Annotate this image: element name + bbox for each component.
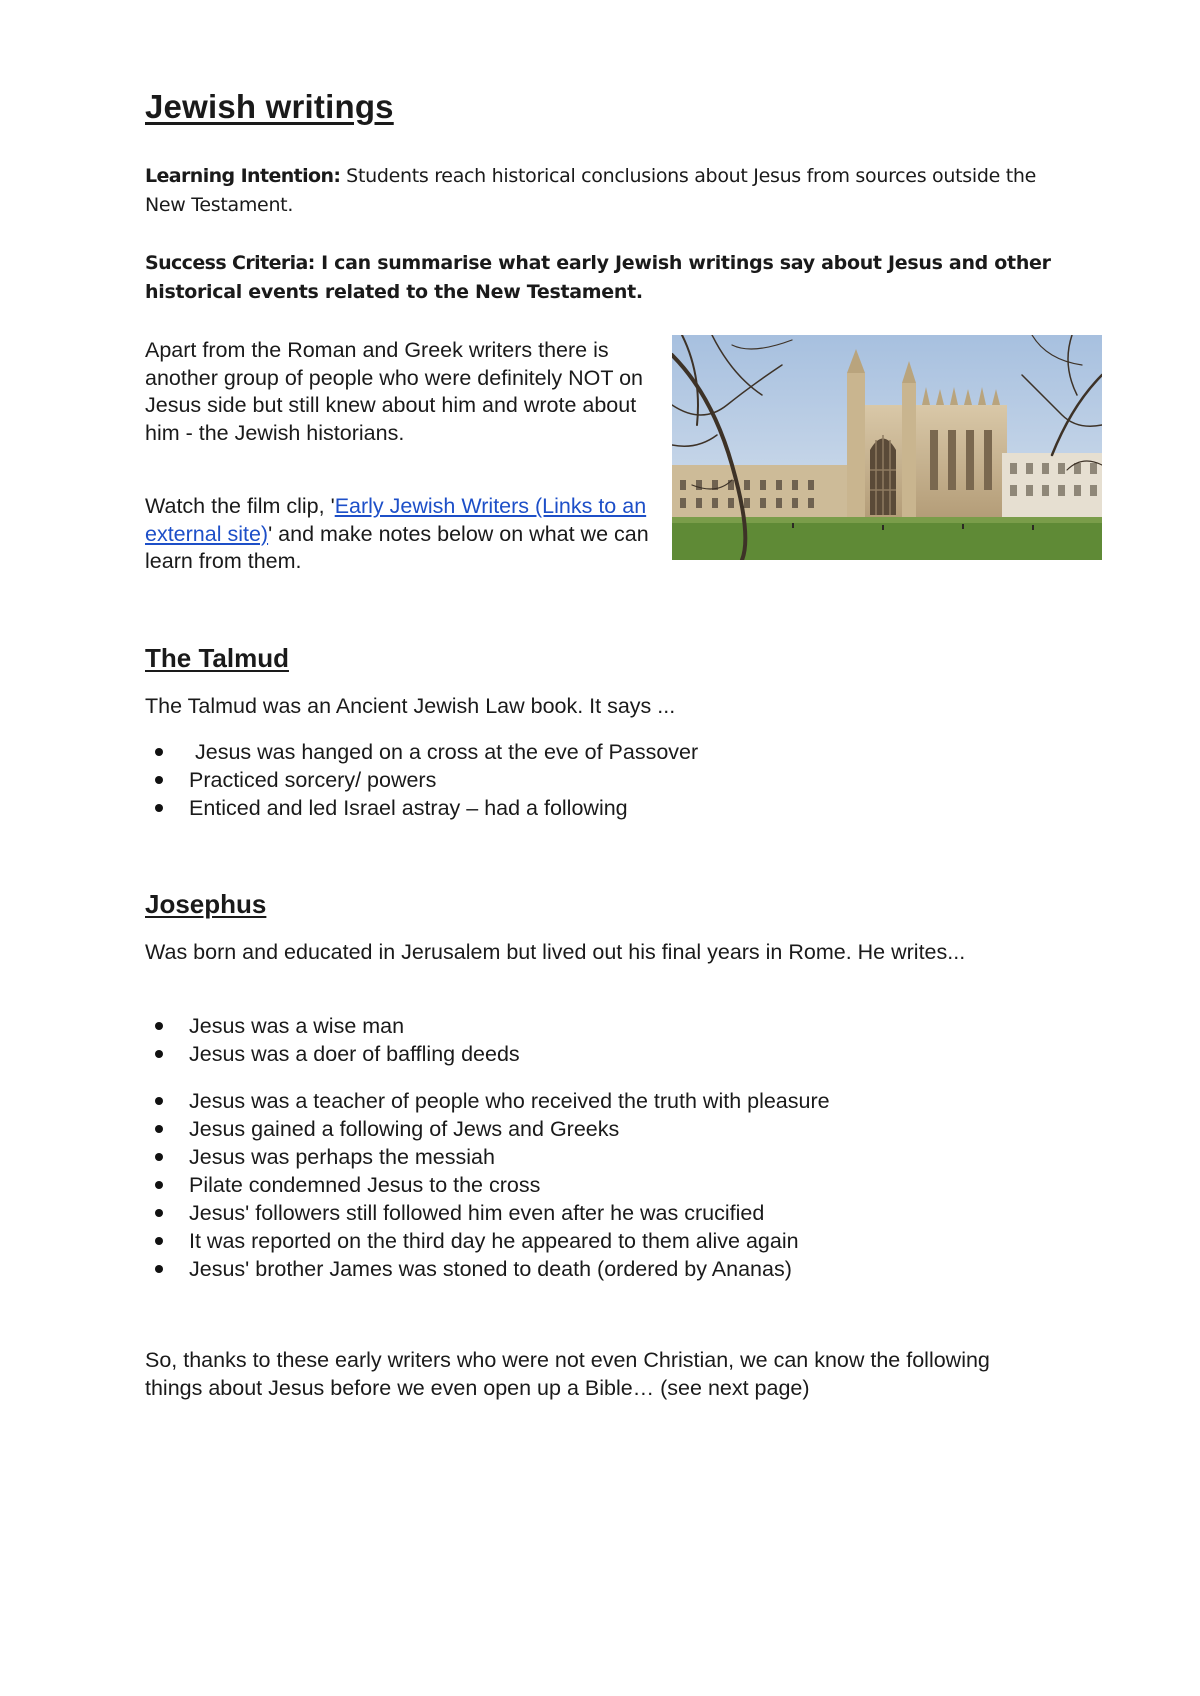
list-item: Jesus was hanged on a cross at the eve of Passover — [145, 738, 698, 766]
bullet-icon — [155, 1097, 163, 1105]
film-clip-text-after: ' and make notes below on what we can learn from them. — [145, 521, 649, 573]
list-item: Jesus' followers still followed him even after he was crucified — [145, 1199, 830, 1227]
bullet-icon — [155, 1265, 163, 1273]
intro-paragraph: Apart from the Roman and Greek writers there is another group of people who were definitely NOT on Jesus side but still knew about him and wrote about him - the Jewish historians. — [145, 338, 643, 445]
film-clip-paragraph — [145, 493, 665, 576]
college-chapel-photo — [672, 335, 1102, 560]
bullet-icon — [155, 1022, 163, 1030]
list-item: Practiced sorcery/ powers — [145, 766, 698, 794]
success-criteria-text: I can summarise what early Jewish writings say about Jesus and other historical events related to the New Testament. — [145, 252, 1051, 303]
bullet-icon — [155, 1125, 163, 1133]
learning-intention-text: Students reach historical conclusions about Jesus from sources outside the New Testament. — [145, 165, 1037, 216]
success-criteria — [145, 249, 1065, 307]
chapel-illustration — [672, 335, 1102, 560]
learning-intention — [145, 162, 1065, 220]
list-item: Jesus was a doer of baffling deeds — [145, 1040, 520, 1068]
early-jewish-writers-link[interactable]: Early Jewish Writers (Links to an external site) — [145, 494, 647, 546]
intro-text — [145, 337, 665, 576]
film-clip-text-before: Watch the film clip, ' — [145, 494, 335, 518]
page-title: Jewish writings — [145, 88, 394, 125]
learning-intention-label: Learning Intention: — [145, 165, 341, 187]
list-item: Pilate condemned Jesus to the cross — [145, 1171, 830, 1199]
list-item: Jesus was a teacher of people who received the truth with pleasure — [145, 1087, 830, 1115]
bullet-icon — [155, 1181, 163, 1189]
list-item: Jesus' brother James was stoned to death (ordered by Ananas) — [145, 1255, 830, 1283]
bullet-icon — [155, 1050, 163, 1058]
josephus-points-list-continued — [145, 1087, 830, 1283]
bullet-icon — [155, 776, 163, 784]
talmud-points-list — [145, 738, 698, 822]
bullet-icon — [155, 804, 163, 812]
list-item: It was reported on the third day he appeared to them alive again — [145, 1227, 830, 1255]
list-item: Enticed and led Israel astray – had a following — [145, 794, 698, 822]
list-item: Jesus was a wise man — [145, 1012, 520, 1040]
bullet-icon — [155, 1153, 163, 1161]
bullet-icon — [155, 748, 163, 756]
talmud-heading: The Talmud — [145, 643, 289, 673]
josephus-intro: Was born and educated in Jerusalem but lived out his final years in Rome. He writes... — [145, 940, 966, 964]
success-criteria-label: Success Criteria: — [145, 252, 315, 274]
josephus-points-list — [145, 1012, 520, 1068]
list-item: Jesus gained a following of Jews and Greeks — [145, 1115, 830, 1143]
josephus-heading: Josephus — [145, 889, 267, 919]
bullet-icon — [155, 1237, 163, 1245]
closing-paragraph: So, thanks to these early writers who were not even Christian, we can know the following things about Jesus before we even open up a Bible… (see next page) — [145, 1348, 990, 1400]
bullet-icon — [155, 1209, 163, 1217]
list-item: Jesus was perhaps the messiah — [145, 1143, 830, 1171]
talmud-intro: The Talmud was an Ancient Jewish Law book. It says ... — [145, 694, 676, 718]
